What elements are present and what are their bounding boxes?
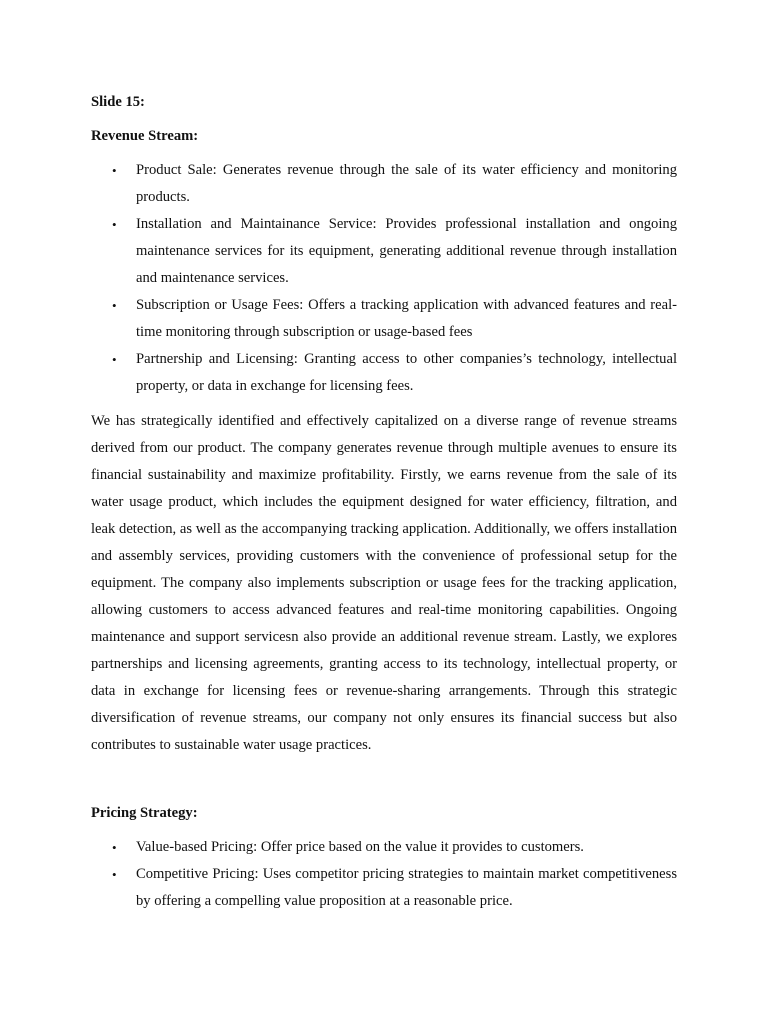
bullet-icon: •: [112, 840, 117, 855]
list-item: [91, 211, 677, 292]
revenue-stream-list: [91, 157, 677, 400]
document-page: [91, 89, 677, 915]
bullet-icon: •: [112, 163, 117, 178]
list-item: [91, 861, 677, 915]
slide-title: Slide 15:: [91, 94, 145, 110]
spacer: [91, 759, 677, 793]
bullet-icon: •: [112, 217, 117, 232]
list-item: [91, 346, 677, 400]
bullet-icon: •: [112, 867, 117, 882]
revenue-stream-heading: Revenue Stream:: [91, 128, 199, 144]
list-item-text: Partnership and Licensing: Granting access to other companies’s technology, intellectual property, or data in exchange for licensing fees.: [136, 351, 677, 394]
bullet-icon: •: [112, 352, 117, 367]
list-item-text: Subscription or Usage Fees: Offers a tracking application with advanced features and real-time monitoring through subscription or usage-based fees: [136, 297, 677, 340]
list-item: [91, 292, 677, 346]
list-item-text: Value-based Pricing: Offer price based on the value it provides to customers.: [136, 839, 584, 855]
pricing-strategy-list: [91, 834, 677, 915]
list-item-text: Product Sale: Generates revenue through the sale of its water efficiency and monitoring products.: [136, 162, 677, 205]
revenue-stream-paragraph: We has strategically identified and effectively capitalized on a diverse range of revenue streams derived from our product. The company generates revenue through multiple avenues to ensure its financial sustainability and maximize profitability. Firstly, we earns revenue from the sale of its water usage product, which includes the equipment designed for water efficiency, filtration, and leak detection, as well as the accompanying tracking application. Additionally, we offers installation and assembly services, providing customers with the convenience of professional setup for the equipment. The company also implements subscription or usage fees for the tracking application, allowing customers to access advanced features and real-time monitoring capabilities. Ongoing maintenance and support servicesn also provide an additional revenue stream. Lastly, we explores partnerships and licensing agreements, granting access to its technology, intellectual property, or data in exchange for licensing fees or revenue-sharing arrangements. Through this strategic diversification of revenue streams, our company not only ensures its financial success but also contributes to sustainable water usage practices.: [91, 413, 677, 753]
list-item: [91, 834, 677, 861]
bullet-icon: •: [112, 298, 117, 313]
list-item-text: Competitive Pricing: Uses competitor pricing strategies to maintain market competitiveness by offering a compelling value proposition at a reasonable price.: [136, 866, 677, 909]
list-item: [91, 157, 677, 211]
pricing-strategy-heading: Pricing Strategy:: [91, 805, 198, 821]
list-item-text: Installation and Maintainance Service: Provides professional installation and ongoing maintenance services for its equipment, generating additional revenue through installation and maintenance services.: [136, 216, 677, 286]
